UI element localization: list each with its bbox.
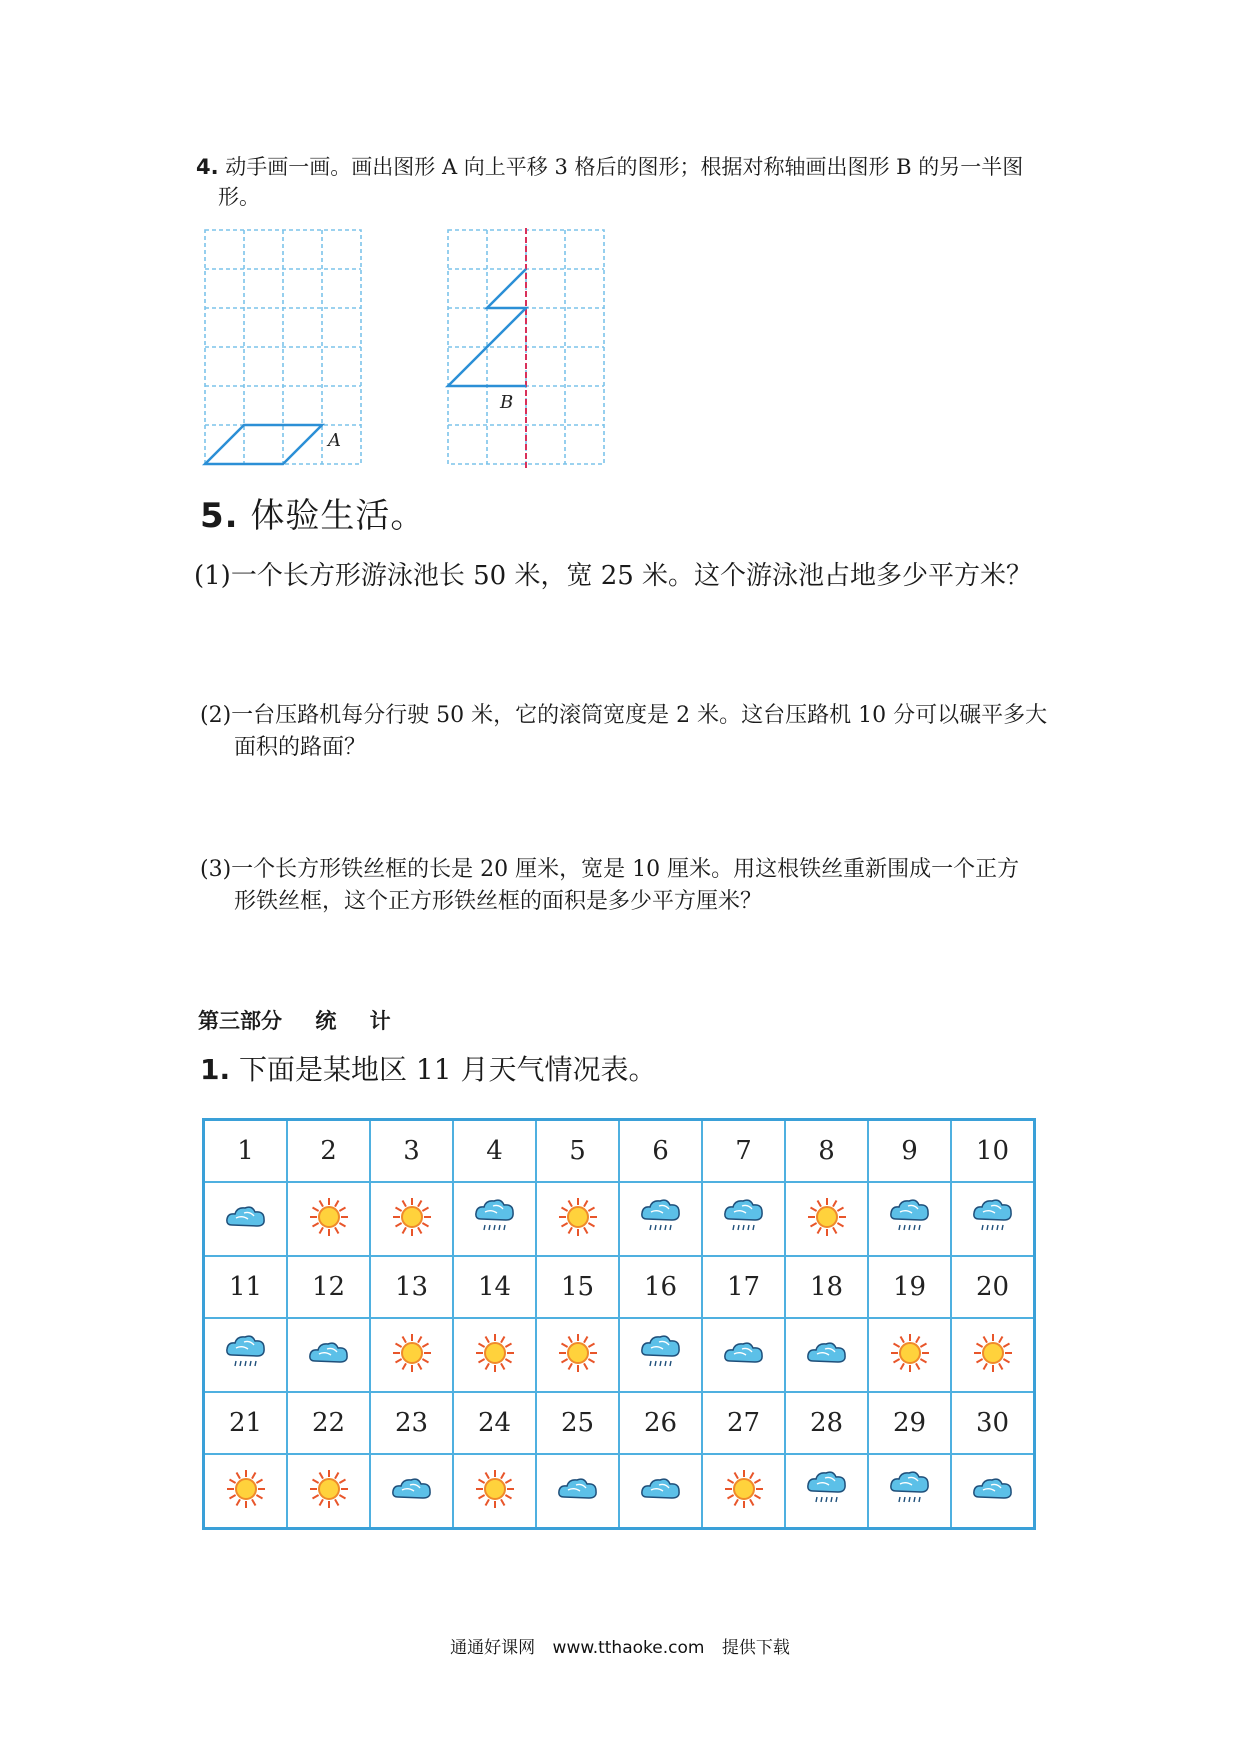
weather-row [204,1182,1035,1256]
shape-a-parallelogram [205,425,322,464]
day-cell: 8 [785,1120,868,1183]
question-5-sub2 [200,700,1080,764]
weather-cell [868,1454,951,1529]
day-cell: 1 [204,1120,288,1183]
section-heading [198,1005,417,1035]
cloudy-icon [390,1492,434,1511]
weather-cell [619,1454,702,1529]
weather-cell [702,1454,785,1529]
sunny-icon [473,1496,517,1515]
weather-cell [453,1182,536,1256]
sunny-icon [971,1360,1015,1379]
sub3-line2: 形铁丝框，这个正方形铁丝框的面积是多少平方厘米？ [234,889,763,914]
rainy-icon [888,1496,932,1515]
day-cell: 23 [370,1392,453,1454]
grid-figures [200,228,620,473]
section-word2: 计 [369,1009,391,1033]
cloudy-icon [556,1492,600,1511]
day-cell: 11 [204,1256,288,1318]
question-5-title [200,488,425,537]
day-cell: 12 [287,1256,370,1318]
question-5-sub3 [200,854,1080,918]
day-row [204,1256,1035,1318]
weather-cell [785,1318,868,1392]
day-cell: 5 [536,1120,619,1183]
sub2-line1: (2)一台压路机每分行驶 50 米，它的滚筒宽度是 2 米。这台压路机 10 分可以碾平多大 [200,703,1048,728]
grid-a [205,230,361,464]
weather-cell [287,1454,370,1529]
sunny-icon [556,1224,600,1243]
question-4-line2: 形。 [218,185,260,209]
weather-cell [370,1182,453,1256]
rainy-icon [639,1224,683,1243]
weather-cell [702,1318,785,1392]
sub3-line1: (3)一个长方形铁丝框的长是 20 厘米，宽是 10 厘米。用这根铁丝重新围成一个正方 [200,857,1020,882]
sunny-icon [307,1224,351,1243]
question-number: 5. [200,496,239,536]
rainy-icon [722,1224,766,1243]
label-b: B [500,392,514,413]
rainy-icon [224,1360,268,1379]
section-word1: 统 [315,1009,337,1033]
footer-site: 通通好课网 [450,1638,536,1658]
weather-cell [370,1454,453,1529]
weather-cell [785,1454,868,1529]
weather-cell [702,1182,785,1256]
weather-cell [619,1182,702,1256]
weather-table [202,1118,1036,1530]
day-cell: 18 [785,1256,868,1318]
weather-cell [536,1318,619,1392]
weather-cell [619,1318,702,1392]
footer-suffix: 提供下载 [721,1638,790,1658]
section-part: 第三部分 [198,1009,282,1033]
day-cell: 22 [287,1392,370,1454]
day-cell: 3 [370,1120,453,1183]
day-cell: 6 [619,1120,702,1183]
weather-row [204,1454,1035,1529]
day-row [204,1120,1035,1183]
question-5-heading: 体验生活。 [250,496,426,536]
weather-cell [204,1182,288,1256]
weather-cell [951,1182,1035,1256]
rainy-icon [971,1224,1015,1243]
cloudy-icon [971,1492,1015,1511]
day-cell: 17 [702,1256,785,1318]
day-cell: 9 [868,1120,951,1183]
rainy-icon [805,1496,849,1515]
cloudy-icon [805,1356,849,1375]
rainy-icon [888,1224,932,1243]
weather-cell [287,1318,370,1392]
day-cell: 30 [951,1392,1035,1454]
sunny-icon [224,1496,268,1515]
day-cell: 21 [204,1392,288,1454]
weather-row [204,1318,1035,1392]
weather-cell [287,1182,370,1256]
sub2-line2: 面积的路面？ [234,735,367,760]
day-cell: 14 [453,1256,536,1318]
section3-question-1 [200,1048,656,1088]
day-cell: 29 [868,1392,951,1454]
weather-cell [536,1454,619,1529]
weather-cell [536,1182,619,1256]
weather-cell [204,1318,288,1392]
weather-cell [785,1182,868,1256]
sunny-icon [888,1360,932,1379]
day-cell: 2 [287,1120,370,1183]
day-cell: 15 [536,1256,619,1318]
cloudy-icon [722,1356,766,1375]
weather-cell [204,1454,288,1529]
day-cell: 10 [951,1120,1035,1183]
label-a: A [328,430,341,451]
footer [0,1633,1240,1658]
day-cell: 7 [702,1120,785,1183]
rainy-icon [473,1224,517,1243]
day-cell: 4 [453,1120,536,1183]
question-4-text: 动手画一画。画出图形 A 向上平移 3 格后的图形；根据对称轴画出图形 B 的另一半图 [225,155,1024,179]
cloudy-icon [224,1220,268,1239]
sunny-icon [556,1360,600,1379]
weather-cell [951,1454,1035,1529]
weather-cell [951,1318,1035,1392]
day-cell: 16 [619,1256,702,1318]
day-row [204,1392,1035,1454]
sunny-icon [473,1360,517,1379]
question-5-sub1: (1)一个长方形游泳池长 50 米，宽 25 米。这个游泳池占地多少平方米？ [194,561,1033,591]
sunny-icon [805,1224,849,1243]
sunny-icon [722,1496,766,1515]
sunny-icon [390,1224,434,1243]
day-cell: 20 [951,1256,1035,1318]
question-number: 4. [196,155,219,179]
question-text: 下面是某地区 11 月天气情况表。 [239,1053,657,1086]
question-number: 1. [200,1053,231,1086]
question-4-line1 [196,152,1076,182]
day-cell: 19 [868,1256,951,1318]
sunny-icon [390,1360,434,1379]
sunny-icon [307,1496,351,1515]
cloudy-icon [639,1492,683,1511]
day-cell: 24 [453,1392,536,1454]
day-cell: 25 [536,1392,619,1454]
weather-cell [868,1318,951,1392]
day-cell: 13 [370,1256,453,1318]
day-cell: 27 [702,1392,785,1454]
weather-cell [453,1454,536,1529]
weather-cell [370,1318,453,1392]
footer-url[interactable]: www.tthaoke.com [552,1638,705,1658]
question-4 [196,152,1076,212]
rainy-icon [639,1360,683,1379]
weather-cell [868,1182,951,1256]
cloudy-icon [307,1356,351,1375]
day-cell: 28 [785,1392,868,1454]
weather-cell [453,1318,536,1392]
day-cell: 26 [619,1392,702,1454]
